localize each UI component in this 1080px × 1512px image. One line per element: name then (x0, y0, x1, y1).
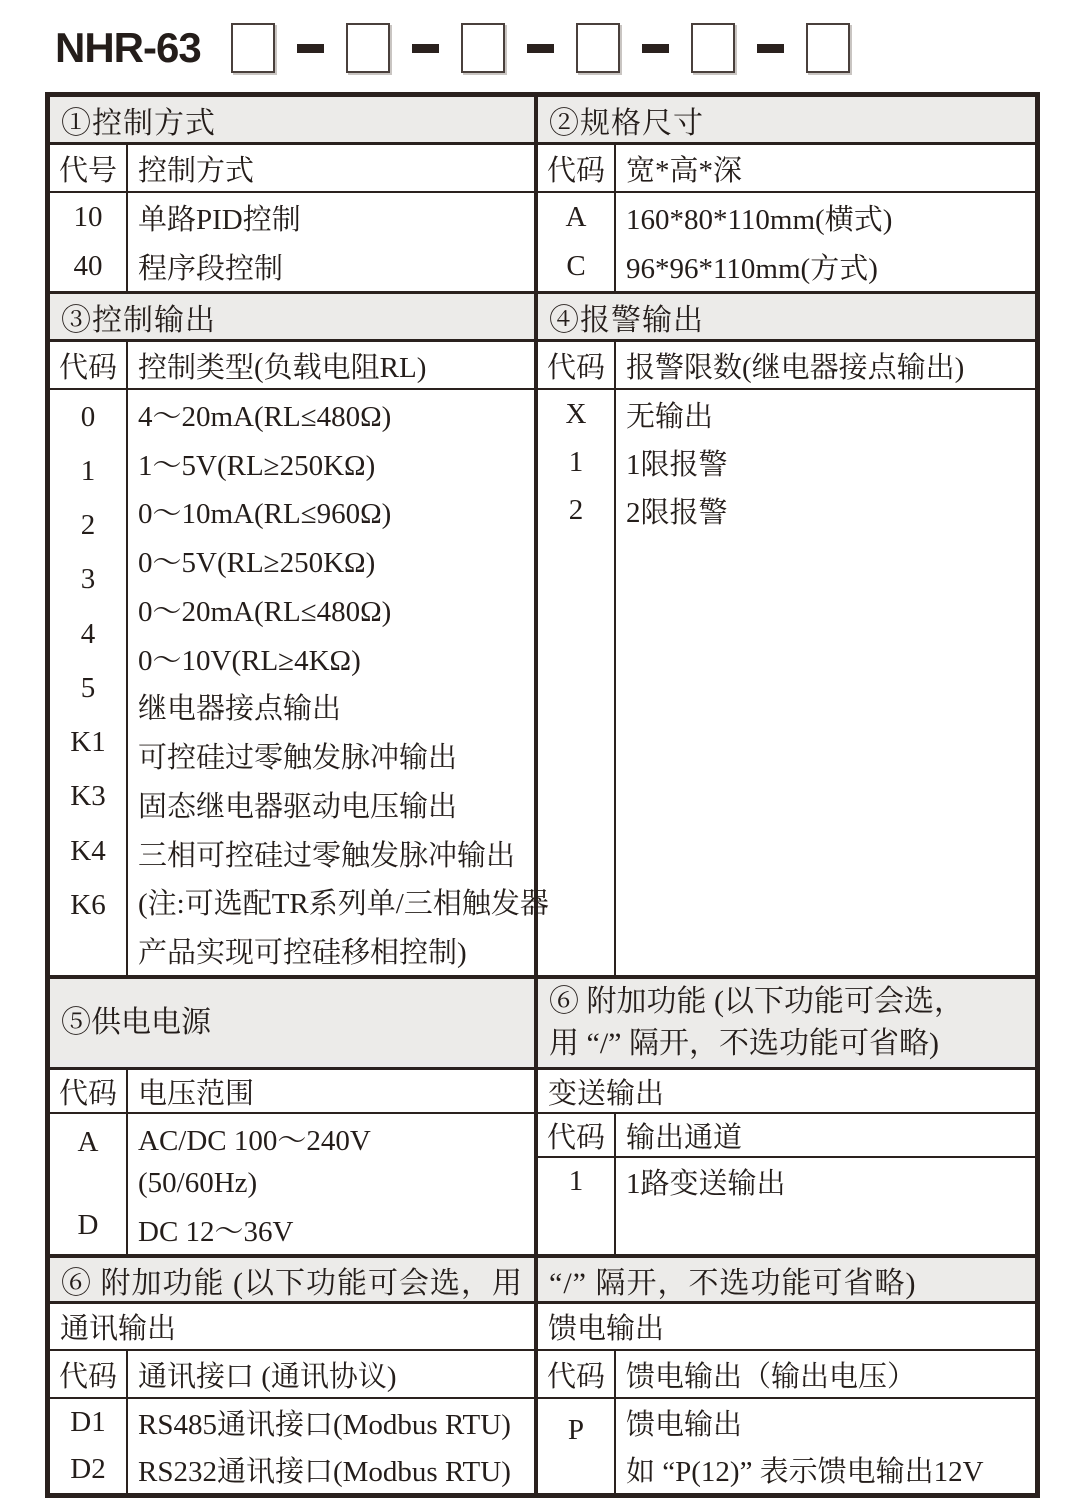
desc-column-header: 控制类型(负载电阻RL) (138, 351, 427, 384)
row-desc: 如 “P(12)” 表示馈电输出12V (626, 1456, 984, 1488)
row-code: 5 (80, 671, 96, 704)
code-column-header: 代码 (50, 1351, 128, 1397)
section-rows (50, 1114, 534, 1254)
code-column-header: 代码 (538, 1351, 616, 1397)
subsection-title-power-feed-output: 馈电输出 (538, 1304, 1035, 1351)
row-code: A (77, 1126, 99, 1159)
section-additional-comm (50, 1258, 534, 1493)
code-column (50, 193, 128, 291)
section-alarm-output (538, 291, 1035, 975)
band3-left (50, 1258, 538, 1493)
code-column-header: 代号 (50, 145, 128, 191)
row-desc: 产品实现可控硅移相控制) (138, 937, 467, 970)
desc-column-header: 报警限数(继电器接点输出) (626, 351, 965, 384)
row-code: K4 (70, 834, 106, 867)
row-desc: 0～10V(RL≥4KΩ) (138, 644, 361, 677)
section-title-control-output: ③控制输出 (50, 294, 534, 342)
row-desc: 单路PID控制 (138, 204, 301, 236)
subsection-title-transmit-output: 变送输出 (538, 1070, 1035, 1114)
desc-column (616, 193, 1035, 291)
band1-left (50, 97, 549, 975)
band-2 (50, 975, 1035, 1254)
section-rows (50, 1399, 534, 1493)
model-code-box-3 (461, 23, 505, 73)
row-code: 0 (80, 400, 96, 433)
section-power-supply (50, 979, 534, 1254)
title-line-2: 用 “/” 隔开，不选功能可省略) (549, 1027, 939, 1060)
desc-column-header: 输出通道 (626, 1121, 743, 1154)
row-desc: 固态继电器驱动电压输出 (138, 790, 458, 823)
row-desc: 三相可控硅过零触发脉冲输出 (138, 839, 516, 872)
row-code (50, 1172, 126, 1197)
code-column (538, 1158, 616, 1254)
row-desc: 0～10mA(RL≤960Ω) (138, 498, 392, 531)
code-column (50, 390, 128, 975)
row-code: X (565, 397, 587, 430)
section-rows (50, 193, 534, 291)
row-code (50, 933, 126, 954)
row-code: 40 (73, 250, 103, 282)
dash-separator (527, 44, 554, 53)
row-code (50, 954, 126, 975)
row-code: P (567, 1414, 585, 1447)
row-desc: 4～20mA(RL≤480Ω) (138, 400, 392, 433)
section-rows (50, 390, 549, 975)
row-desc: 96*96*110mm(方式) (626, 253, 878, 285)
dash-separator (412, 44, 439, 53)
section-additional-power-feed (538, 1258, 1035, 1493)
section-rows (538, 193, 1035, 291)
section-title-dimensions: ②规格尺寸 (538, 97, 1035, 145)
model-name: NHR-63 (55, 24, 201, 71)
code-column-header: 代码 (50, 1070, 128, 1112)
dash-separator (757, 44, 784, 53)
section-control-mode (50, 97, 534, 291)
desc-column-header: 电压范围 (138, 1077, 255, 1110)
band-1 (50, 97, 1035, 975)
subsection-title-comm-output: 通讯输出 (50, 1304, 534, 1351)
row-desc: 无输出 (626, 400, 714, 433)
row-desc: RS232通讯接口(Modbus RTU) (138, 1456, 511, 1488)
band-3 (50, 1254, 1035, 1493)
band3-right (538, 1258, 1035, 1493)
band1-right (538, 97, 1035, 975)
desc-column (616, 1158, 1035, 1254)
desc-column (128, 1114, 534, 1254)
section-rows (538, 1158, 1035, 1254)
column-header-row (50, 145, 534, 193)
row-desc: 继电器接点输出 (138, 693, 342, 726)
row-code: 3 (80, 563, 96, 596)
row-code: A (565, 201, 587, 233)
desc-column-header: 馈电输出（输出电压） (626, 1360, 917, 1393)
title-line-1: ⑥ 附加功能 (以下功能可会选， (549, 985, 964, 1018)
row-desc: (50/60Hz) (138, 1167, 258, 1200)
code-column (538, 390, 616, 975)
row-code: K6 (70, 888, 106, 921)
model-code-row (55, 20, 850, 76)
model-code-box-5 (691, 23, 735, 73)
row-code: 10 (73, 201, 103, 233)
row-desc: 可控硅过零触发脉冲输出 (138, 742, 458, 775)
model-code-box-4 (576, 23, 620, 73)
model-code-box-1 (231, 23, 275, 73)
row-code: 2 (80, 509, 96, 542)
desc-column (616, 1399, 1035, 1493)
code-column-header: 代码 (538, 342, 616, 388)
row-desc: 1路变送输出 (626, 1168, 786, 1200)
code-column (538, 193, 616, 291)
selection-table (45, 92, 1040, 1498)
row-code: D (77, 1208, 99, 1241)
band2-left (50, 979, 538, 1254)
section-title-additional-functions-right: “/” 隔开，不选功能可省略) (538, 1258, 1035, 1304)
row-desc: 2限报警 (626, 496, 728, 529)
column-header-row (538, 1351, 1035, 1399)
title-text: ⑤供电电源 (61, 1006, 211, 1039)
row-code: K3 (70, 780, 106, 813)
code-column-header: 代码 (538, 145, 616, 191)
row-code: D1 (70, 1406, 106, 1438)
row-desc: 1～5V(RL≥250KΩ) (138, 449, 376, 482)
row-desc: 程序段控制 (138, 253, 284, 285)
row-code: 1 (568, 445, 584, 478)
column-header-row (50, 1070, 534, 1114)
row-code: 4 (80, 617, 96, 650)
dash-separator (297, 44, 324, 53)
dash-separator (642, 44, 669, 53)
code-column-header: 代码 (50, 342, 128, 388)
row-desc: 1限报警 (626, 448, 728, 481)
row-code: 1 (568, 1165, 584, 1197)
row-desc: 0～20mA(RL≤480Ω) (138, 595, 392, 628)
row-desc: 0～5V(RL≥250KΩ) (138, 547, 376, 580)
row-desc: 馈电输出 (626, 1409, 743, 1441)
desc-column-header: 宽*高*深 (626, 154, 743, 187)
section-title-power-supply (50, 979, 534, 1070)
desc-column (128, 1399, 534, 1493)
desc-column-header: 通讯接口 (通讯协议) (138, 1360, 397, 1393)
row-desc: AC/DC 100～240V (138, 1125, 371, 1158)
column-header-row (50, 1351, 534, 1399)
row-desc: (注:可选配TR系列单/三相触发器 (138, 888, 549, 921)
section-title-additional-functions (538, 979, 1035, 1070)
code-column (50, 1114, 128, 1254)
row-code: 2 (568, 493, 584, 526)
section-additional-transmit (538, 979, 1035, 1254)
row-code: K1 (70, 726, 106, 759)
desc-column (616, 390, 1035, 975)
row-desc: 160*80*110mm(横式) (626, 204, 893, 236)
section-rows (538, 1399, 1035, 1493)
row-code: C (566, 250, 586, 282)
column-header-row (538, 342, 1035, 390)
section-title-control-mode: ①控制方式 (50, 97, 534, 145)
column-header-row (538, 1114, 1035, 1158)
model-code-box-2 (346, 23, 390, 73)
model-code-box-6 (806, 23, 850, 73)
row-desc: RS485通讯接口(Modbus RTU) (138, 1409, 511, 1441)
row-desc: DC 12～36V (138, 1215, 294, 1248)
column-header-row (538, 145, 1035, 193)
desc-column-header: 控制方式 (138, 154, 255, 187)
section-dimensions (538, 97, 1035, 291)
desc-column (128, 390, 549, 975)
code-column-header: 代码 (538, 1114, 616, 1156)
section-rows (538, 390, 1035, 975)
section-control-output (50, 291, 549, 975)
code-column (538, 1399, 616, 1493)
column-header-row (50, 342, 534, 390)
band2-right (538, 979, 1035, 1254)
section-title-alarm-output: ④报警输出 (538, 294, 1035, 342)
desc-column (128, 193, 534, 291)
row-code (538, 1463, 614, 1494)
code-column (50, 1399, 128, 1493)
row-code: D2 (70, 1453, 106, 1485)
row-code: 1 (80, 454, 96, 487)
section-title-additional-functions-left: ⑥ 附加功能 (以下功能可会选，用 (50, 1258, 534, 1304)
